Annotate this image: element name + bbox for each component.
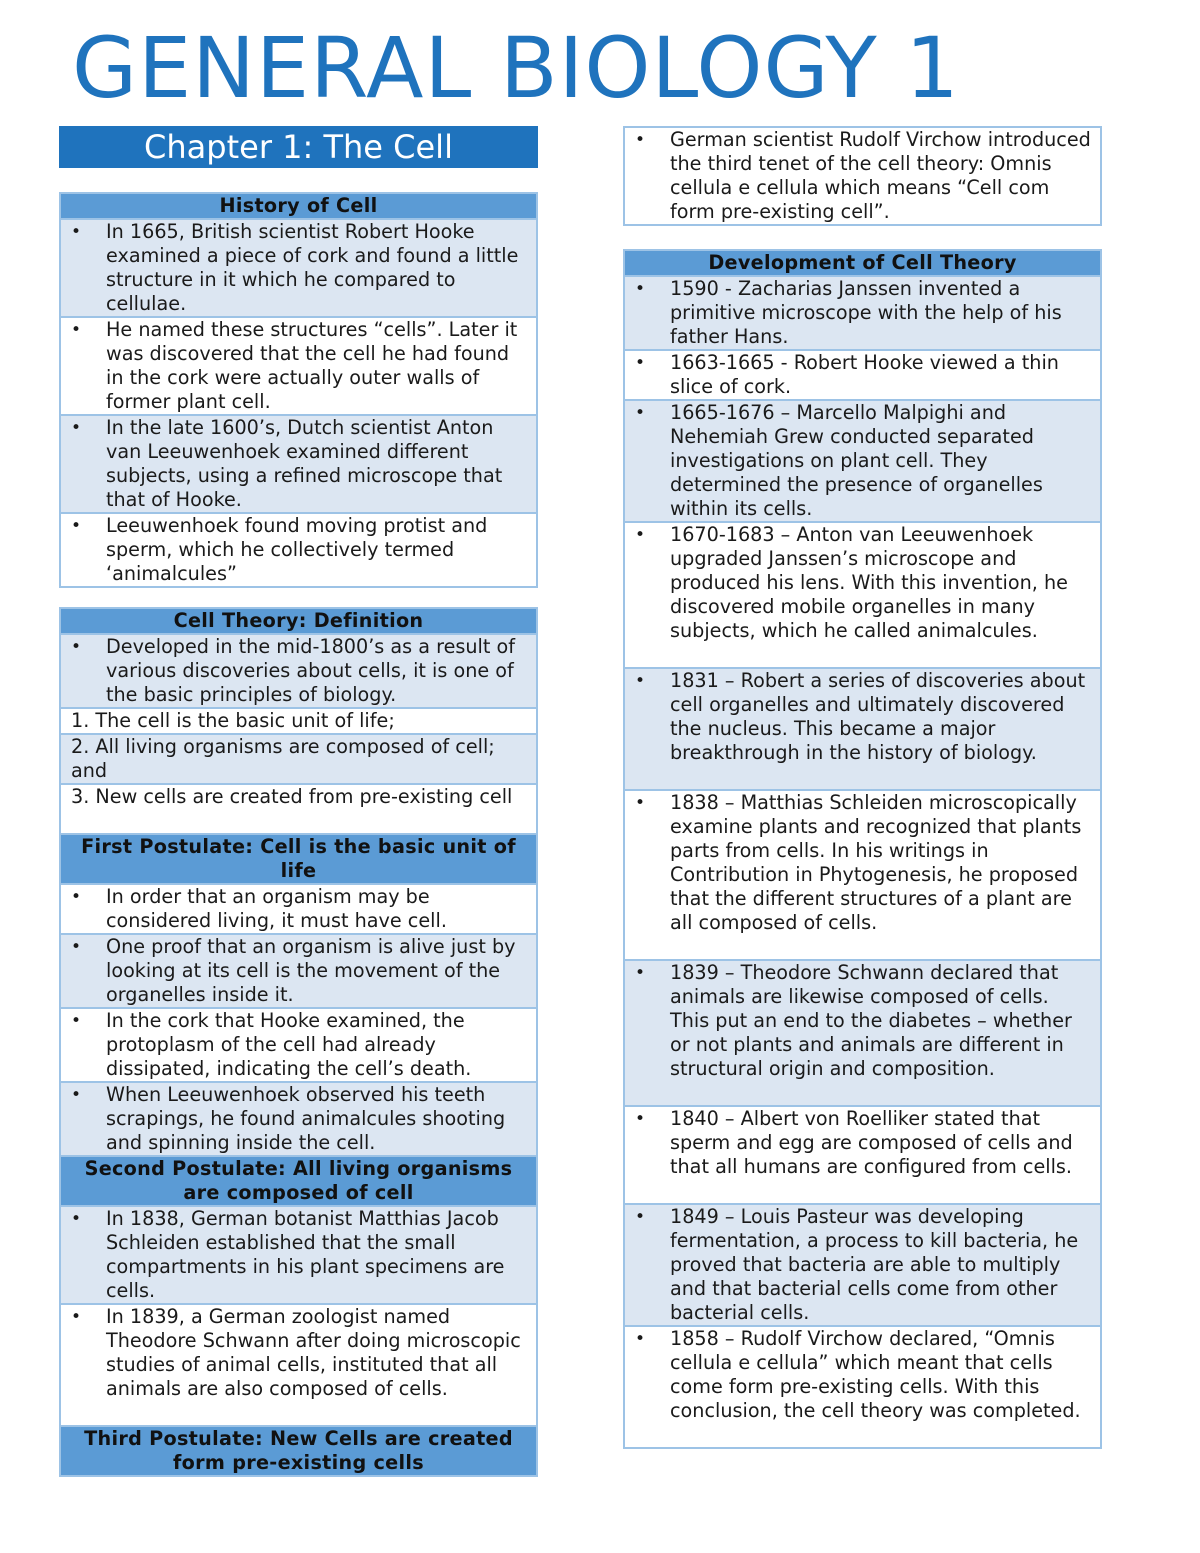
development-item: • 1663-1665 - Robert Hooke viewed a thin slice of cork.: [624, 350, 1101, 400]
bullet-icon: •: [71, 1209, 82, 1229]
history-item: • Leeuwenhoek found moving protist and sperm, which he collectively termed ‘animalcules”: [60, 513, 537, 587]
virchow-item: • German scientist Rudolf Virchow introduced the third tenet of the cell theory: Omnis cellula e cellula which means “Cell com form pre-existing cell”.: [624, 127, 1101, 225]
development-item: • 1839 – Theodore Schwann declared that animals are likewise composed of cells. This put an end to the diabetes – whether or not plants and animals are different in structural origin and composition.: [624, 960, 1101, 1106]
bullet-icon: •: [71, 937, 82, 957]
history-table: [59, 192, 538, 588]
bullet-icon: •: [635, 279, 646, 299]
development-item: • 1838 – Matthias Schleiden microscopically examine plants and recognized that plants parts from cells. In his writings in Contribution in Phytogenesis, he proposed that the different structures of a plant are all composed of cells.: [624, 790, 1101, 960]
first-postulate-item: • In the cork that Hooke examined, the protoplasm of the cell had already dissipated, indicating the cell’s death.: [60, 1008, 537, 1082]
bullet-icon: •: [635, 403, 646, 423]
tenet-2: 2. All living organisms are composed of cell; and: [60, 734, 537, 784]
bullet-icon: •: [71, 418, 82, 438]
development-item: • 1665-1676 – Marcello Malpighi and Nehemiah Grew conducted separated investigations on plant cell. They determined the presence of organelles within its cells.: [624, 400, 1101, 522]
history-item: • He named these structures “cells”. Later it was discovered that the cell he had found in the cork were actually outer walls of former plant cell.: [60, 317, 537, 415]
bullet-icon: •: [635, 1207, 646, 1227]
virchow-table: [623, 126, 1102, 226]
development-item: • 1849 – Louis Pasteur was developing fermentation, a process to kill bacteria, he proved that bacteria are able to multiply and that bacterial cells come from other bacterial cells.: [624, 1204, 1101, 1326]
tenet-1: 1. The cell is the basic unit of life;: [60, 708, 537, 734]
bullet-icon: •: [635, 1329, 646, 1349]
development-item: • 1590 - Zacharias Janssen invented a primitive microscope with the help of his father Hans.: [624, 276, 1101, 350]
first-postulate-header: First Postulate: Cell is the basic unit of life: [60, 834, 537, 884]
bullet-icon: •: [635, 525, 646, 545]
bullet-icon: •: [71, 320, 82, 340]
bullet-icon: •: [71, 887, 82, 907]
first-postulate-item: • One proof that an organism is alive just by looking at its cell is the movement of the organelles inside it.: [60, 934, 537, 1008]
cell-theory-table: [59, 607, 538, 1477]
bullet-icon: •: [71, 1011, 82, 1031]
tenet-3: 3. New cells are created from pre-existing cell: [60, 784, 537, 834]
bullet-icon: •: [71, 1085, 82, 1105]
second-postulate-item: • In 1838, German botanist Matthias Jacob Schleiden established that the small compartments in his plant specimens are cells.: [60, 1206, 537, 1304]
development-item: • 1831 – Robert a series of discoveries about cell organelles and ultimately discovered the nucleus. This became a major breakthrough in the history of biology.: [624, 668, 1101, 790]
development-item: • 1670-1683 – Anton van Leeuwenhoek upgraded Janssen’s microscope and produced his lens. With this invention, he discovered mobile organelles in many subjects, which he called animalcules.: [624, 522, 1101, 668]
chapter-heading: Chapter 1: The Cell: [59, 126, 538, 168]
cell-theory-header: Cell Theory: Definition: [60, 608, 537, 634]
bullet-icon: •: [635, 130, 646, 150]
bullet-icon: •: [71, 637, 82, 657]
document-title: GENERAL BIOLOGY 1: [72, 19, 960, 117]
second-postulate-item: • In 1839, a German zoologist named Theodore Schwann after doing microscopic studies of animal cells, instituted that all animals are also composed of cells.: [60, 1304, 537, 1426]
development-table: [623, 249, 1102, 1449]
second-postulate-header: Second Postulate: All living organisms are composed of cell: [60, 1156, 537, 1206]
third-postulate-header: Third Postulate: New Cells are created form pre-existing cells: [60, 1426, 537, 1476]
bullet-icon: •: [635, 353, 646, 373]
bullet-icon: •: [635, 793, 646, 813]
bullet-icon: •: [71, 516, 82, 536]
history-item: • In 1665, British scientist Robert Hooke examined a piece of cork and found a little structure in it which he compared to cellulae.: [60, 219, 537, 317]
bullet-icon: •: [71, 1307, 82, 1327]
bullet-icon: •: [635, 1109, 646, 1129]
development-item: • 1858 – Rudolf Virchow declared, “Omnis cellula e cellula” which meant that cells come form pre-existing cells. With this conclusion, the cell theory was completed.: [624, 1326, 1101, 1448]
history-item: • In the late 1600’s, Dutch scientist Anton van Leeuwenhoek examined different subjects, using a refined microscope that that of Hooke.: [60, 415, 537, 513]
first-postulate-item: • When Leeuwenhoek observed his teeth scrapings, he found animalcules shooting and spinning inside the cell.: [60, 1082, 537, 1156]
bullet-icon: •: [71, 222, 82, 242]
first-postulate-item: • In order that an organism may be considered living, it must have cell.: [60, 884, 537, 934]
development-header: Development of Cell Theory: [624, 250, 1101, 276]
bullet-icon: •: [635, 963, 646, 983]
development-item: • 1840 – Albert von Roelliker stated that sperm and egg are composed of cells and that all humans are configured from cells.: [624, 1106, 1101, 1204]
history-header: History of Cell: [60, 193, 537, 219]
bullet-icon: •: [635, 671, 646, 691]
cell-theory-intro: • Developed in the mid-1800’s as a result of various discoveries about cells, it is one of the basic principles of biology.: [60, 634, 537, 708]
